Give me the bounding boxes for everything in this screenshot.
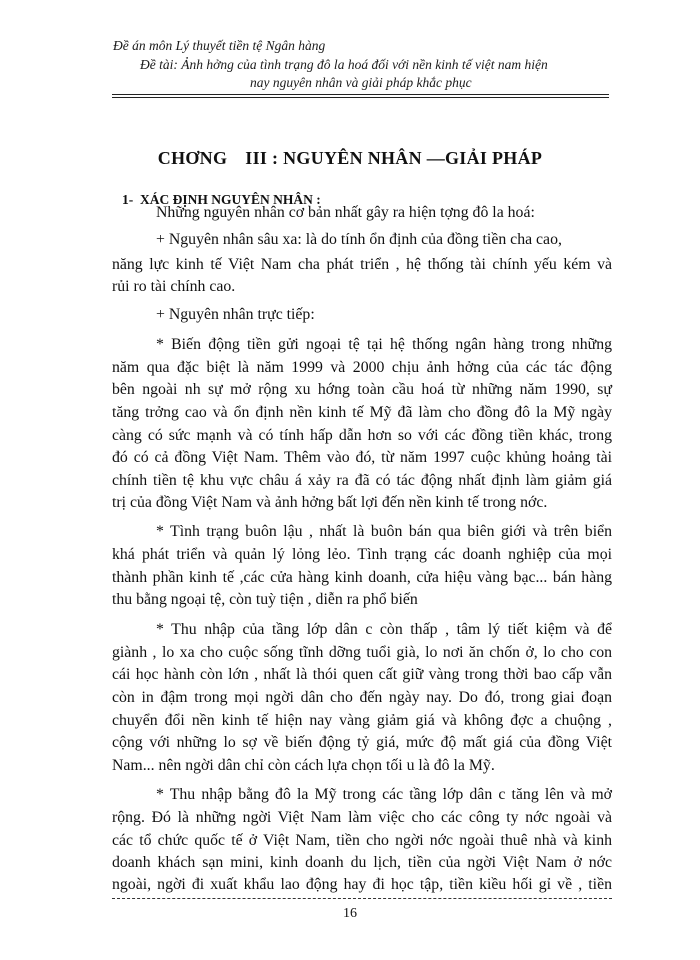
body-line: rộng. Đó là những ngời Việt Nam làm việc cho các công ty nớc ngoài và (112, 809, 612, 826)
body-line: các tổ chức quốc tế ở Việt Nam, tiền cho ngời nớc ngoài thuê nhà và kinh (112, 832, 612, 849)
body-line: giành , lo xa cho cuộc sống tĩnh dỡng tuổi già, lo nơi ăn chốn ở, lo cho con (112, 644, 612, 661)
section-number: 1- (122, 192, 134, 207)
body-line: càng có sức mạnh và có tính hấp dẫn hơn so với các đồng tiền khác, trong (112, 427, 612, 444)
header-topic-line-2: nay nguyên nhân và giải pháp khắc phục (250, 75, 472, 90)
body-line: * Thu nhập bằng đô la Mỹ trong các tầng lớp dân c tăng lên và mở (156, 786, 612, 803)
body-line: ngoài, ngời đi xuất khẩu lao động hay đi học tập, tiền kiều hối gỉ về , tiền (112, 876, 612, 893)
body-line: khá phát triển và quản lý lỏng lẻo. Tình trạng các doanh nghiệp của mọi (112, 546, 612, 563)
body-line: Nam... nên ngời dân chỉ còn cách lựa chọn tối u là đô la Mỹ. (112, 757, 495, 774)
chapter-prefix: CHƠNG (157, 148, 228, 168)
header-topic-line-1: Đề tài: Ảnh hởng của tình trạng đô la hoá đối với nền kinh tế việt nam hiện (140, 57, 548, 72)
body-line: năm qua đặc biệt là năm 1999 và 2000 chịu ảnh hởng của các tác động (112, 359, 612, 376)
body-line: đó có cả đồng Việt Nam. Thêm vào đó, từ năm 1997 cuộc khủng hoảng tài (112, 449, 612, 466)
body-line: tăng trởng cao và ổn định nền kinh tế Mỹ đã làm cho đồng đô la Mỹ ngày (112, 404, 612, 421)
body-line: chuyển đổi nền kinh tế hiện nay vàng giảm giá và không đợc a chuộng , (112, 712, 612, 729)
chapter-title (0, 148, 700, 169)
body-line: doanh khách sạn mini, kinh doanh du lịch, tiền của ngời Việt Nam ở nớc (112, 854, 612, 871)
body-line: + Nguyên nhân sâu xa: là do tính ổn định của đồng tiền cha cao, (156, 231, 562, 248)
body-line: * Biến động tiền gửi ngoại tệ tại hệ thống ngân hàng trong những (156, 336, 612, 353)
body-line: thu bằng ngoại tệ, còn tuỳ tiện , diễn ra phổ biến (112, 591, 418, 608)
header-rule-bottom (112, 97, 609, 98)
body-line: cộng với những lo sợ về biến động tỷ giá, mức độ mất giá của đồng Việt (112, 734, 612, 751)
page-number: 16 (343, 906, 357, 921)
body-line: * Thu nhập của tầng lớp dân c còn thấp , tâm lý tiết kiệm và để (156, 621, 612, 638)
body-line: rủi ro tài chính cao. (112, 278, 236, 295)
body-line: trị của đồng Việt Nam và ảnh hởng bất lợi đến nền kinh tế trong nớc. (112, 494, 548, 511)
body-line: chính tiền tệ khu vực châu á xảy ra đã có tác động nhất định làm giảm giá (112, 472, 612, 489)
header-rule-top (112, 94, 609, 95)
body-line: cái học hành còn lớn , nhất là thói quen cất giữ vàng trong thời bao cấp vẫn (112, 666, 612, 683)
body-line: + Nguyên nhân trực tiếp: (156, 306, 315, 323)
body-line: * Tình trạng buôn lậu , nhất là buôn bán qua biên giới và trên biển (156, 523, 612, 540)
chapter-heading: III : NGUYÊN NHÂN —GIẢI PHÁP (245, 148, 543, 168)
header-course-title: Đề án môn Lý thuyết tiền tệ Ngân hàng (113, 38, 326, 53)
body-line: Những nguyên nhân cơ bản nhất gây ra hiện tợng đô la hoá: (156, 204, 535, 221)
body-line: năng lực kinh tế Việt Nam cha phát triển , hệ thống tài chính yếu kém và (112, 256, 612, 273)
footer-rule (112, 898, 612, 899)
section-title: XÁC ĐỊNH NGUYÊN NHÂN : (140, 192, 321, 207)
body-line: còn in đậm trong mọi ngời dân cho đến ngày nay. Do đó, trong giai đoạn (112, 689, 612, 706)
body-line: bên ngoài nh sự mở rộng xu hớng toàn cầu hoá từ những năm 1990, sự (112, 381, 612, 398)
body-line: thành phần kinh tế ,các cửa hàng kinh doanh, cửa hiệu vàng bạc... bán hàng (112, 569, 612, 586)
